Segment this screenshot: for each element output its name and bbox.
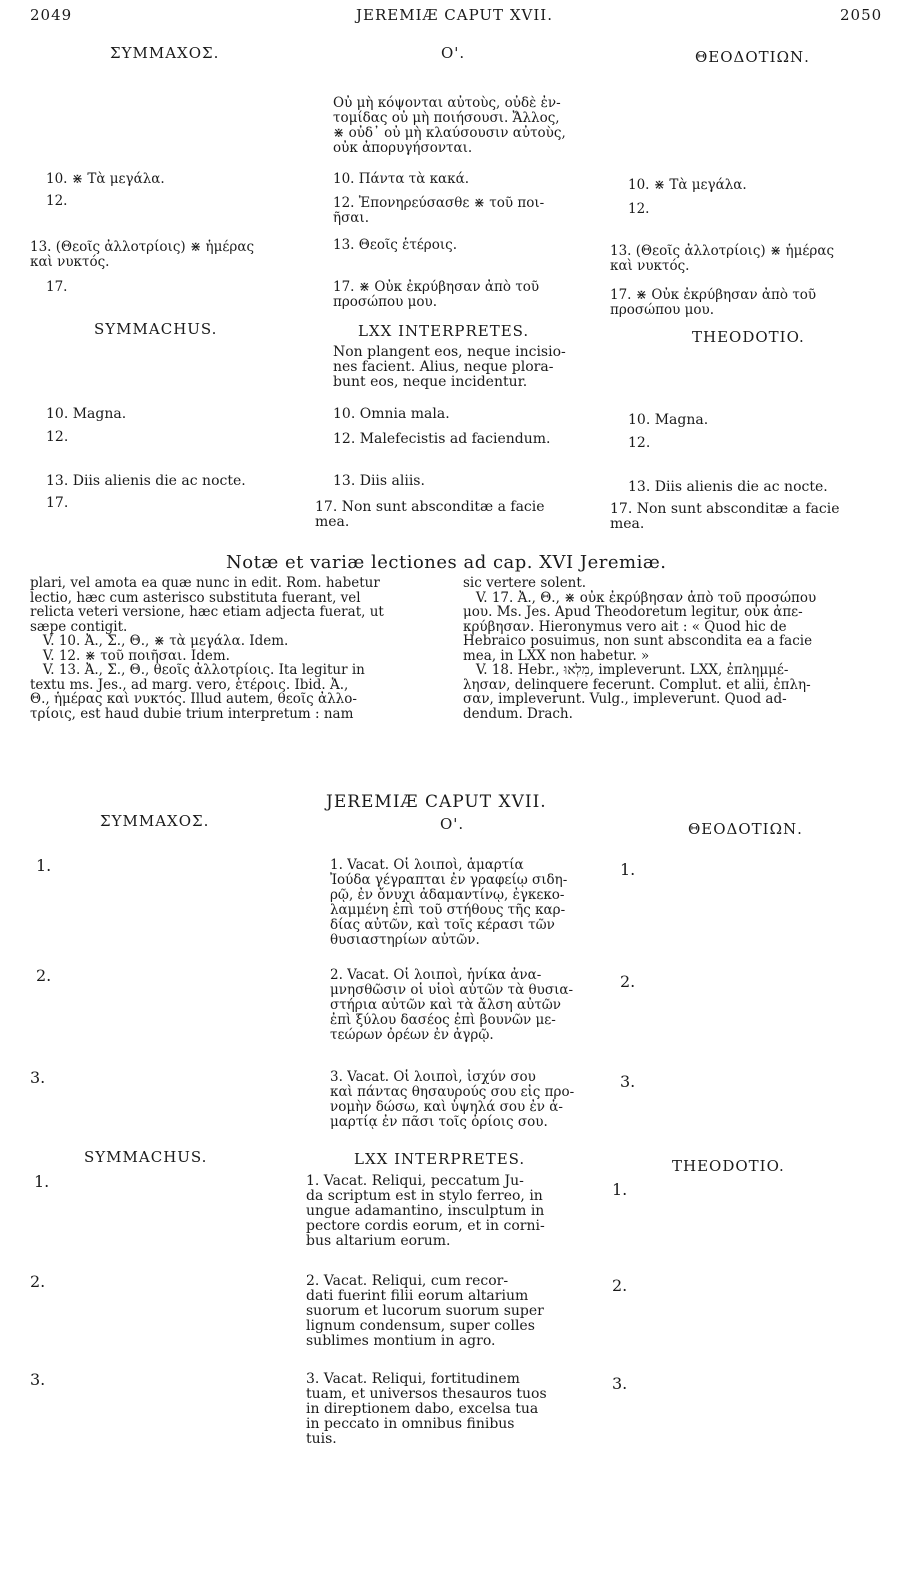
lxx-greek-intro: Οὐ μὴ κόψονται αὐτοὺς, οὐδὲ ἐν- τομίδας οὐ μὴ ποιήσουσι. Ἄλλος, ⋇ οὐδ᾽ οὐ μὴ κλαύσουσιν αὐτοὺς, οὐκ ἀπορυγήσονται.: [333, 95, 566, 156]
column-header-lxx-latin-2: LXX INTERPRETES.: [354, 1150, 526, 1168]
theodotion-latin-verse-2: 2.: [612, 1276, 628, 1295]
theodotion-greek-v13: 13. (Θεοῖς ἀλλοτρίοις) ⋇ ἡμέρας καὶ νυκτός.: [610, 243, 835, 274]
lxx-greek-verse-1: 1. Vacat. Οἱ λοιποὶ, ἁμαρτία Ἰούδα γέγραπται ἐν γραφείῳ σιδη- ρῷ, ἐν ὄνυχι ἀδαμαντίνῳ, ἐγκεκο- λαμμένη ἐπὶ τοῦ στήθους τῆς καρ- δίας αὐτῶν, καὶ τοῖς κέρασι τῶν θυσιαστηρίων αὐτῶν.: [330, 857, 568, 948]
theodotion-greek-v10: 10. ⋇ Τὰ μεγάλα.: [628, 177, 747, 193]
lxx-greek-v17: 17. ⋇ Οὐκ ἐκρύβησαν ἀπὸ τοῦ προσώπου μου.: [333, 279, 540, 310]
theodotion-latin-v13: 13. Diis alienis die ac nocte.: [628, 479, 828, 495]
page-number-right: 2050: [840, 6, 883, 24]
lxx-greek-verse-2: 2. Vacat. Οἱ λοιποὶ, ἡνίκα ἀνα- μνησθῶσιν οἱ υἱοὶ αὐτῶν τὰ θυσια- στήρια αὐτῶν καὶ τὰ ἄλση αὐτῶν ἐπὶ ξύλου δασέος ἐπὶ βουνῶν με- τεώρων ὀρέων ἐν ἀγρῷ.: [330, 967, 574, 1043]
column-header-symmachus-greek: ΣΥΜΜΑΧΟΣ.: [110, 44, 220, 62]
theodotion-latin-v17: 17. Non sunt absconditæ a facie mea.: [610, 501, 840, 532]
page-number-left: 2049: [30, 6, 73, 24]
notes-right-column: sic vertere solent. V. 17. Ἀ., Θ., ⋇ οὐκ ἐκρύβησαν ἀπὸ τοῦ προσώπου μου. Ms. Jes. Apud Theodoretum legitur, οὐκ ἀπε- κρύβησαν. Hieronymus vero ait : « Quod hic de Hebraico posuimus, non sunt abscondita ea a facie mea, in LXX non habetur. » V. 18. Hebr., מִלְאוּ, impleverunt. LXX, ἐπλημμέ- λησαν, delinquere fecerunt. Complut. et alii, ἐπλη- σαν, impleverunt. Vulg., impleverunt. Quod ad- dendum. Drach.: [463, 575, 817, 722]
symmachus-latin-verse-1: 1.: [34, 1172, 50, 1191]
symmachus-greek-v10: 10. ⋇ Τὰ μεγάλα.: [46, 171, 165, 187]
theodotion-latin-verse-1: 1.: [612, 1180, 628, 1199]
theodotion-greek-v17: 17. ⋇ Οὐκ ἐκρύβησαν ἀπὸ τοῦ προσώπου μου.: [610, 287, 817, 318]
column-header-theodotion-greek-2: ΘΕΟΔΟΤΙΩΝ.: [688, 820, 803, 838]
column-header-symmachus-greek-2: ΣΥΜΜΑΧΟΣ.: [100, 812, 210, 830]
theodotion-latin-verse-3: 3.: [612, 1374, 628, 1393]
lxx-latin-v10: 10. Omnia mala.: [333, 406, 450, 422]
column-header-lxx-greek: Ο'.: [441, 44, 466, 62]
symmachus-greek-verse-1: 1.: [36, 856, 52, 875]
column-header-symmachus-latin-2: SYMMACHUS.: [84, 1148, 208, 1166]
theodotion-latin-v12: 12.: [628, 435, 651, 451]
column-header-lxx-greek-2: Ο'.: [440, 815, 465, 833]
column-header-lxx-latin: LXX INTERPRETES.: [358, 322, 530, 340]
theodotion-greek-v12: 12.: [628, 201, 650, 217]
lxx-latin-v13: 13. Diis aliis.: [333, 473, 425, 489]
lxx-greek-v10: 10. Πάντα τὰ κακά.: [333, 171, 470, 187]
column-header-symmachus-latin: SYMMACHUS.: [94, 320, 218, 338]
symmachus-greek-verse-3: 3.: [30, 1068, 46, 1087]
theodotion-latin-v10: 10. Magna.: [628, 412, 709, 428]
column-header-theodotion-greek: ΘΕΟΔΟΤΙΩΝ.: [695, 48, 810, 66]
lxx-latin-verse-1: 1. Vacat. Reliqui, peccatum Ju- da scriptum est in stylo ferreo, in ungue adamantino, insculptum in pectore cordis eorum, et in corni- bus altarium eorum.: [306, 1173, 545, 1249]
symmachus-latin-v10: 10. Magna.: [46, 406, 127, 422]
symmachus-latin-v17: 17.: [46, 495, 69, 511]
symmachus-latin-verse-2: 2.: [30, 1272, 46, 1291]
symmachus-greek-v12: 12.: [46, 193, 68, 209]
symmachus-greek-v17: 17.: [46, 279, 68, 295]
notes-left-column: plari, vel amota ea quæ nunc in edit. Rom. habetur lectio, hæc cum asterisco substituta fuerant, vel relicta veteri versione, hæc etiam adjecta fuerat, ut sæpe contigit. V. 10. Ἀ., Σ., Θ., ⋇ τὰ μεγάλα. Idem. V. 12. ⋇ τοῦ ποιῆσαι. Idem. V. 13. Ἀ., Σ., Θ., θεοῖς ἀλλοτρίοις. Ita legitur in textu ms. Jes., ad marg. vero, ἑτέροις. Ibid. Ἀ., Θ., ἡμέρας καὶ νυκτός. Illud autem, θεοῖς ἀλλο- τρίοις, est haud dubie trium interpretum : nam: [30, 575, 384, 722]
notes-title: Notæ et variæ lectiones ad cap. XVI Jeremiæ.: [226, 552, 667, 573]
lxx-greek-v13: 13. Θεοῖς ἑτέροις.: [333, 237, 458, 253]
lxx-latin-verse-3: 3. Vacat. Reliqui, fortitudinem tuam, et universos thesauros tuos in direptionem dabo, excelsa tua in peccato in omnibus finibus tuis.: [306, 1371, 547, 1447]
symmachus-greek-verse-2: 2.: [36, 966, 52, 985]
running-title: JEREMIÆ CAPUT XVII.: [356, 6, 553, 24]
theodotion-greek-verse-1: 1.: [620, 860, 636, 879]
column-header-theodotion-latin-2: THEODOTIO.: [672, 1157, 785, 1175]
column-header-theodotion-latin: THEODOTIO.: [692, 328, 805, 346]
lxx-latin-intro: Non plangent eos, neque incisio- nes facient. Alius, neque plora- bunt eos, neque incidentur.: [333, 344, 566, 390]
theodotion-greek-verse-3: 3.: [620, 1072, 636, 1091]
lxx-greek-verse-3: 3. Vacat. Οἱ λοιποὶ, ἰσχύν σου καὶ πάντας θησαυρούς σου εἰς προ- νομὴν δώσω, καὶ ὑψηλά σου ἐν ἁ- μαρτίᾳ ἐν πᾶσι τοῖς ὁρίοις σου.: [330, 1069, 575, 1130]
section-title: JEREMIÆ CAPUT XVII.: [326, 792, 547, 812]
lxx-latin-verse-2: 2. Vacat. Reliqui, cum recor- dati fuerint filii eorum altarium suorum et lucorum suorum super lignum condensum, super colles sublimes montium in agro.: [306, 1273, 544, 1349]
lxx-greek-v12: 12. Ἐπονηρεύσασθε ⋇ τοῦ ποι- ῆσαι.: [333, 195, 545, 226]
symmachus-latin-verse-3: 3.: [30, 1370, 46, 1389]
lxx-latin-v12: 12. Malefecistis ad faciendum.: [333, 431, 551, 447]
theodotion-greek-verse-2: 2.: [620, 972, 636, 991]
symmachus-latin-v13: 13. Diis alienis die ac nocte.: [46, 473, 246, 489]
symmachus-greek-v13: 13. (Θεοῖς ἀλλοτρίοις) ⋇ ἡμέρας καὶ νυκτός.: [30, 239, 255, 270]
symmachus-latin-v12: 12.: [46, 429, 69, 445]
lxx-latin-v17: 17. Non sunt absconditæ a facie mea.: [315, 499, 545, 530]
